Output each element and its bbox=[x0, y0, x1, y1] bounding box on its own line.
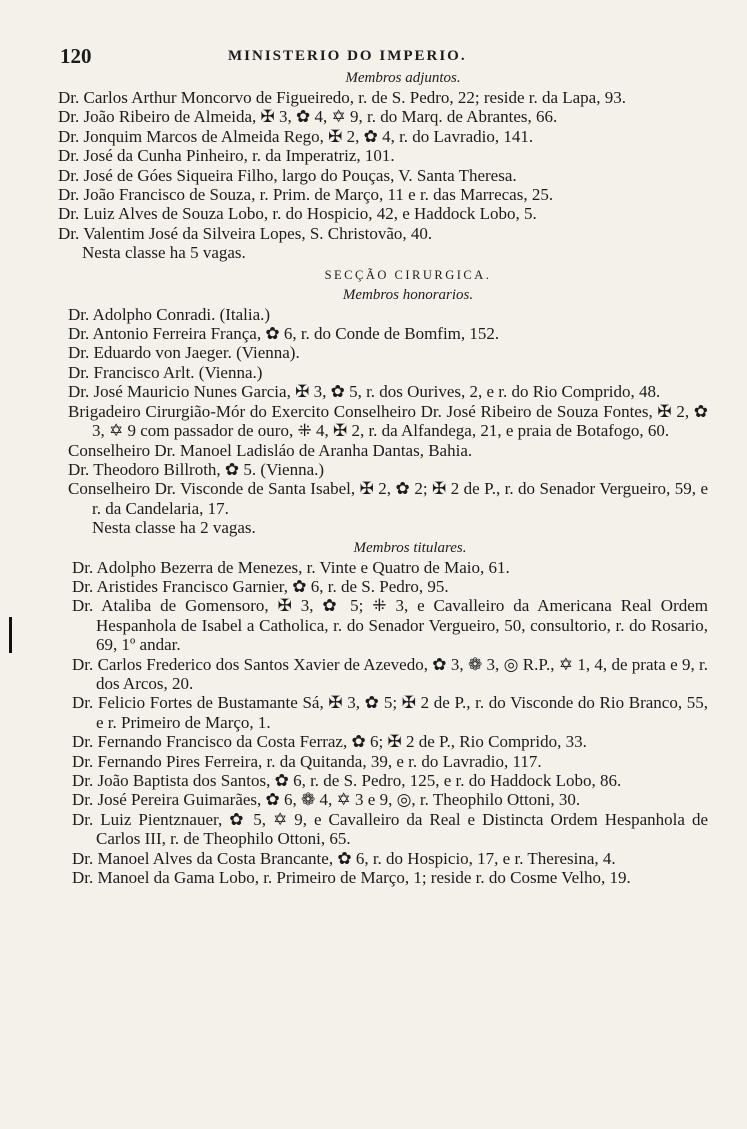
list-item: Dr. Luiz Alves de Souza Lobo, r. do Hospicio, 42, e Haddock Lobo, 5. bbox=[58, 204, 537, 224]
list-item: Conselheiro Dr. Manoel Ladisláo de Aranha Dantas, Bahia. bbox=[68, 440, 473, 460]
section-membros-adjuntos bbox=[58, 68, 708, 263]
section-membros-titulares bbox=[72, 538, 708, 888]
list-item: Dr. Felicio Fortes de Bustamante Sá, ✠ 3, ✿ 5; ✠ 2 de P., r. do Visconde do Rio Branco, 55, e r. Primeiro de Março, 1. bbox=[72, 693, 708, 732]
list-item: Dr. Adolpho Bezerra de Menezes, r. Vinte e Quatro de Maio, 61. bbox=[72, 557, 510, 577]
list-item: Conselheiro Dr. Visconde de Santa Isabel, ✠ 2, ✿ 2; ✠ 2 de P., r. do Senador Vergueiro, 59, e r. da Candelaria, 17. bbox=[68, 479, 708, 518]
section-subheading: Membros titulares. bbox=[353, 539, 467, 556]
list-item: Dr. Fernando Pires Ferreira, r. da Quitanda, 39, e r. do Lavradio, 117. bbox=[72, 751, 542, 771]
vacancy-note: Nesta classe ha 2 vagas. bbox=[92, 518, 256, 538]
list-item: Dr. Adolpho Conradi. (Italia.) bbox=[68, 304, 271, 324]
list-item: Dr. João Ribeiro de Almeida, ✠ 3, ✿ 4, ✡ 9, r. do Marq. de Abrantes, 66. bbox=[58, 107, 558, 127]
section-heading: SECÇÃO CIRURGICA. bbox=[324, 267, 492, 282]
section-subheading: Membros adjuntos. bbox=[345, 70, 461, 86]
list-item: Dr. José de Góes Siqueira Filho, largo do Pouças, V. Santa Theresa. bbox=[58, 165, 517, 185]
list-item: Dr. José da Cunha Pinheiro, r. da Imperatriz, 101. bbox=[58, 146, 395, 166]
list-item: Dr. João Baptista dos Santos, ✿ 6, r. de S. Pedro, 125, e r. do Haddock Lobo, 86. bbox=[72, 771, 622, 790]
running-head: MINISTERIO DO IMPERIO. bbox=[228, 48, 467, 64]
list-item: Dr. Theodoro Billroth, ✿ 5. (Vienna.) bbox=[68, 459, 325, 479]
list-item: Brigadeiro Cirurgião-Mór do Exercito Conselheiro Dr. José Ribeiro de Souza Fontes, ✠ 2, ✿ 3, ✡ 9 com passador de ouro, ⁜ 4, ✠ 2, r. da Alfandega, 21, e praia de Botafogo, 60. bbox=[68, 401, 708, 441]
vacancy-note: Nesta classe ha 5 vagas. bbox=[82, 243, 246, 263]
page-content bbox=[58, 68, 708, 887]
list-item: Dr. Luiz Pientznauer, ✿ 5, ✡ 9, e Cavalleiro da Real e Distincta Ordem Hespanhola de Carlos III, r. de Theophilo Ottoni, 65. bbox=[72, 809, 708, 849]
page-number: 120 bbox=[60, 44, 92, 68]
list-item: Dr. Ataliba de Gomensoro, ✠ 3, ✿ 5; ⁜ 3, e Cavalleiro da Americana Real Ordem Hespanhola de Isabel a Catholica, r. do Senador Vergueiro, 50, consultorio, r. do Rosario, 69, 1º andar. bbox=[72, 596, 708, 655]
list-item: Dr. José Mauricio Nunes Garcia, ✠ 3, ✿ 5, r. dos Ourives, 2, e r. do Rio Comprido, 48. bbox=[68, 382, 661, 402]
list-item: Dr. Aristides Francisco Garnier, ✿ 6, r. de S. Pedro, 95. bbox=[72, 576, 449, 596]
list-item: Dr. Jonquim Marcos de Almeida Rego, ✠ 2, ✿ 4, r. do Lavradio, 141. bbox=[58, 126, 534, 146]
section-cirurgica-honorarios bbox=[68, 265, 708, 538]
list-item: Dr. João Francisco de Souza, r. Prim. de Março, 11 e r. das Marrecas, 25. bbox=[58, 185, 554, 205]
margin-mark bbox=[9, 617, 12, 653]
list-item: Dr. Manoel da Gama Lobo, r. Primeiro de Março, 1; reside r. do Cosme Velho, 19. bbox=[72, 868, 631, 888]
list-item: Dr. Manoel Alves da Costa Brancante, ✿ 6, r. do Hospicio, 17, e r. Theresina, 4. bbox=[72, 848, 616, 868]
list-item: Dr. Francisco Arlt. (Vienna.) bbox=[68, 362, 263, 382]
list-item: Dr. Valentim José da Silveira Lopes, S. Christovão, 40. bbox=[58, 223, 433, 243]
list-item: Dr. Eduardo von Jaeger. (Vienna). bbox=[68, 343, 300, 363]
section-subheading: Membros honorarios. bbox=[342, 286, 474, 303]
list-item: Dr. Fernando Francisco da Costa Ferraz, ✿ 6; ✠ 2 de P., Rio Comprido, 33. bbox=[72, 732, 587, 752]
list-item: Dr. Carlos Frederico dos Santos Xavier de Azevedo, ✿ 3, ❁ 3, ◎ R.P., ✡ 1, 4, de prata e 9, r. dos Arcos, 20. bbox=[72, 654, 708, 693]
list-item: Dr. Carlos Arthur Moncorvo de Figueiredo, r. de S. Pedro, 22; reside r. da Lapa, 93. bbox=[58, 88, 626, 107]
list-item: Dr. José Pereira Guimarães, ✿ 6, ❁ 4, ✡ 3 e 9, ◎, r. Theophilo Ottoni, 30. bbox=[72, 790, 581, 810]
list-item: Dr. Antonio Ferreira França, ✿ 6, r. do Conde de Bomfim, 152. bbox=[68, 324, 500, 344]
